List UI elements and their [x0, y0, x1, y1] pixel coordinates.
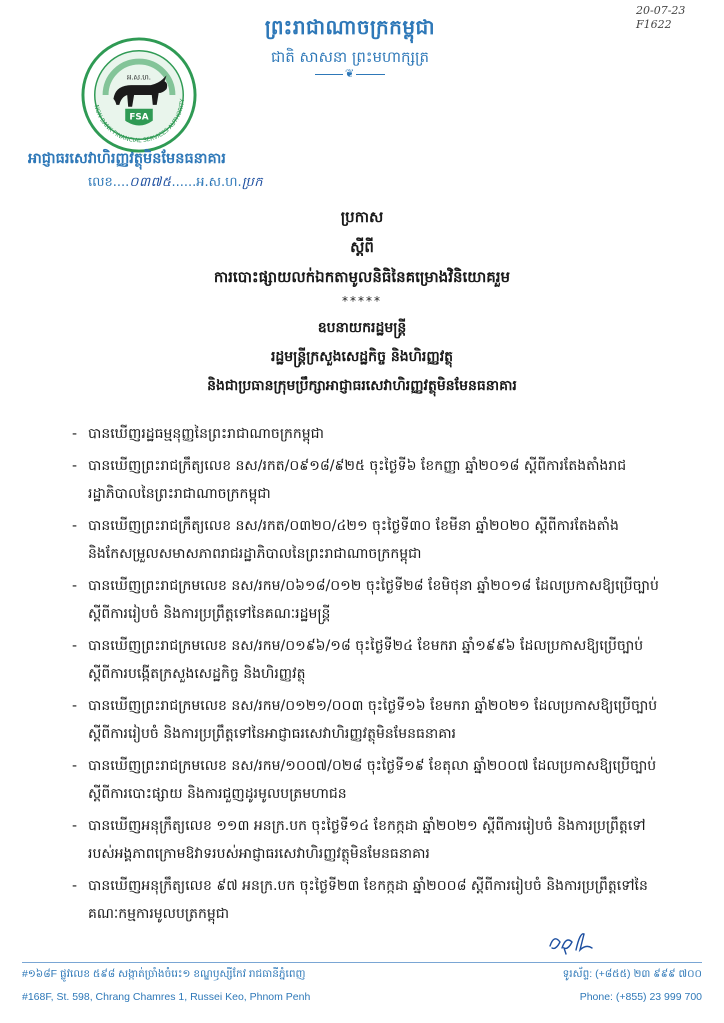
list-item — [62, 692, 662, 748]
logo-ring-label: NON-BANK FINANCIAL SERVICES AUTHORITY — [92, 98, 187, 145]
address-english: #168F, St. 598, Chrang Chamres 1, Russei Keo, Phnom Penh — [22, 991, 311, 1003]
list-item-text: បានឃើញព្រះរាជក្រមលេខ នស/រកម/០១៩៦/១៨ ចុះថ្ងៃទី២៤ ខែមករា ឆ្នាំ១៩៩៦ ដែលប្រកាសឱ្យប្រើច្បាប់ស្តីពីការបង្កើតក្រសួងសេដ្ឋកិច្ច និងហិរញ្ញវត្ថុ — [88, 638, 644, 682]
list-item-text: បានឃើញព្រះរាជក្រមលេខ នស/រកម/១០០៧/០២៨ ចុះថ្ងៃទី១៩ ខែតុលា ឆ្នាំ២០០៧ ដែលប្រកាសឱ្យប្រើច្បាប់ស្តីពីការបោះផ្សាយ និងការជួញដូរមូលបត្រមហាជន — [88, 758, 657, 802]
ref-hand-code: ប្រក — [241, 175, 264, 190]
national-motto: ជាតិ សាសនា ព្រះមហាក្សត្រ — [270, 48, 430, 66]
stars-divider: ***** — [342, 294, 382, 308]
document-subject: ការបោះផ្សាយលក់ឯកតាមូលនិធិនៃគម្រោងវិនិយោគរួម — [213, 268, 511, 286]
list-item — [62, 632, 662, 688]
list-dash: - — [72, 698, 78, 714]
handwritten-date-note — [636, 4, 712, 32]
list-item-text: បានឃើញរដ្ឋធម្មនុញ្ញនៃព្រះរាជាណាចក្រកម្ពុជា — [88, 426, 324, 442]
handwritten-initials — [546, 928, 596, 956]
issuer-title-2: រដ្ឋមន្ត្រីក្រសួងសេដ្ឋកិច្ច និងហិរញ្ញវត្ថុ — [270, 349, 454, 365]
kingdom-title: ព្រះរាជាណាចក្រកម្ពុជា — [264, 15, 436, 39]
list-dash: - — [72, 458, 78, 474]
list-dash: - — [72, 638, 78, 654]
list-item — [62, 752, 662, 808]
list-item-text: បានឃើញព្រះរាជក្រឹត្យលេខ នស/រកត/០៣២០/៤២១ ចុះថ្ងៃទី៣០ ខែមីនា ឆ្នាំ២០២០ ស្តីពីការតែងតាំង និងកែសម្រួលសមាសភាពរាជរដ្ឋាភិបាលនៃព្រះរាជាណាចក្រកម្ពុជា — [88, 518, 619, 562]
handwritten-note-code: F1622 — [636, 18, 672, 31]
list-item-text: បានឃើញព្រះរាជក្រមលេខ នស/រកម/០១២១/០០៣ ចុះថ្ងៃទី១៦ ខែមករា ឆ្នាំ២០២១ ដែលប្រកាសឱ្យប្រើច្បាប់ស្តីពីការរៀបចំ និងការប្រព្រឹត្តទៅនៃអាជ្ញាធរសេវាហិរញ្ញវត្ថុមិនមែនធនាគារ — [88, 698, 658, 742]
logo-inner-mark: អ.ស.ហ. — [126, 73, 152, 82]
footer-divider — [22, 962, 702, 963]
list-item — [62, 452, 662, 508]
list-dash: - — [72, 818, 78, 834]
authority-name: អាជ្ញាធរសេវាហិរញ្ញវត្ថុមិនមែនធនាគារ — [28, 151, 226, 167]
list-item-text: បានឃើញអនុក្រឹត្យលេខ ១១៣ អនក្រ.បក ចុះថ្ងៃទី១៤ ខែកក្កដា ឆ្នាំ២០២១ ស្តីពីការរៀបចំ និងការប្រព្រឹត្តទៅរបស់អង្គភាពក្រោមឱវាទរបស់អាជ្ញាធរសេវាហិរញ្ញវត្ថុមិនមែនធនាគារ — [88, 818, 646, 862]
list-item — [62, 420, 662, 448]
reference-number-line — [88, 174, 263, 193]
ref-prefix: លេខ.... — [88, 175, 130, 190]
ref-number: ០៣៧៥ — [129, 175, 172, 190]
list-item — [62, 872, 662, 928]
footer-phone — [563, 968, 702, 1003]
list-dash: - — [72, 758, 78, 774]
list-dash: - — [72, 518, 78, 534]
list-item-text: បានឃើញអនុក្រឹត្យលេខ ៩៧ អនក្រ.បក ចុះថ្ងៃទី២៣ ខែកក្កដា ឆ្នាំ២០០៨ ស្តីពីការរៀបចំ និងការប្រព្រឹត្តទៅនៃគណៈកម្មការមូលបត្រកម្ពុជា — [88, 878, 648, 922]
kingdom-header — [220, 14, 480, 83]
handwritten-note-date: 20-07-23 — [636, 4, 686, 17]
list-dash: - — [72, 426, 78, 442]
document-type: ប្រកាស — [340, 208, 384, 226]
footer-address — [22, 968, 310, 1003]
ref-suffix: ......អ.ស.ហ. — [171, 175, 242, 190]
address-khmer: #១៦៨F ផ្លូវលេខ ៥៩៨ សង្កាត់ច្រាំងចំរេះ១ ខណ្ឌឫស្សីកែវ រាជធានីភ្នំពេញ — [22, 968, 306, 980]
recitals-list — [62, 420, 662, 932]
list-dash: - — [72, 878, 78, 894]
list-item — [62, 572, 662, 628]
ornament-divider — [315, 74, 385, 83]
list-item-text: បានឃើញព្រះរាជក្រមលេខ នស/រកម/០៦១៨/០១២ ចុះថ្ងៃទី២៨ ខែមិថុនា ឆ្នាំ២០១៨ ដែលប្រកាសឱ្យប្រើច្បាប់ស្តីពីការរៀបចំ និងការប្រព្រឹត្តទៅនៃគណៈរដ្ឋមន្ត្រី — [88, 578, 659, 622]
list-dash: - — [72, 578, 78, 594]
about-label: ស្តីពី — [350, 238, 374, 256]
phone-khmer: ទូរស័ព្ទ: (+៨៥៥) ២៣ ៩៩៩ ៧០០ — [562, 968, 702, 980]
phone-english: Phone: (+855) 23 999 700 — [579, 991, 702, 1003]
logo-abbrev: FSA — [129, 112, 149, 123]
fsa-logo — [80, 36, 198, 154]
title-block — [100, 208, 624, 397]
list-item-text: បានឃើញព្រះរាជក្រឹត្យលេខ នស/រកត/០៩១៨/៩២៥ ចុះថ្ងៃទី៦ ខែកញ្ញា ឆ្នាំ២០១៨ ស្តីពីការតែងតាំងរាជរដ្ឋាភិបាលនៃព្រះរាជាណាចក្រកម្ពុជា — [88, 458, 627, 502]
list-item — [62, 512, 662, 568]
issuer-title-1: ឧបនាយករដ្ឋមន្ត្រី — [317, 320, 407, 336]
list-item — [62, 812, 662, 868]
issuer-title-3: និងជាប្រធានក្រុមប្រឹក្សាអាជ្ញាធរសេវាហិរញ្ញវត្ថុមិនមែនធនាគារ — [207, 378, 517, 394]
